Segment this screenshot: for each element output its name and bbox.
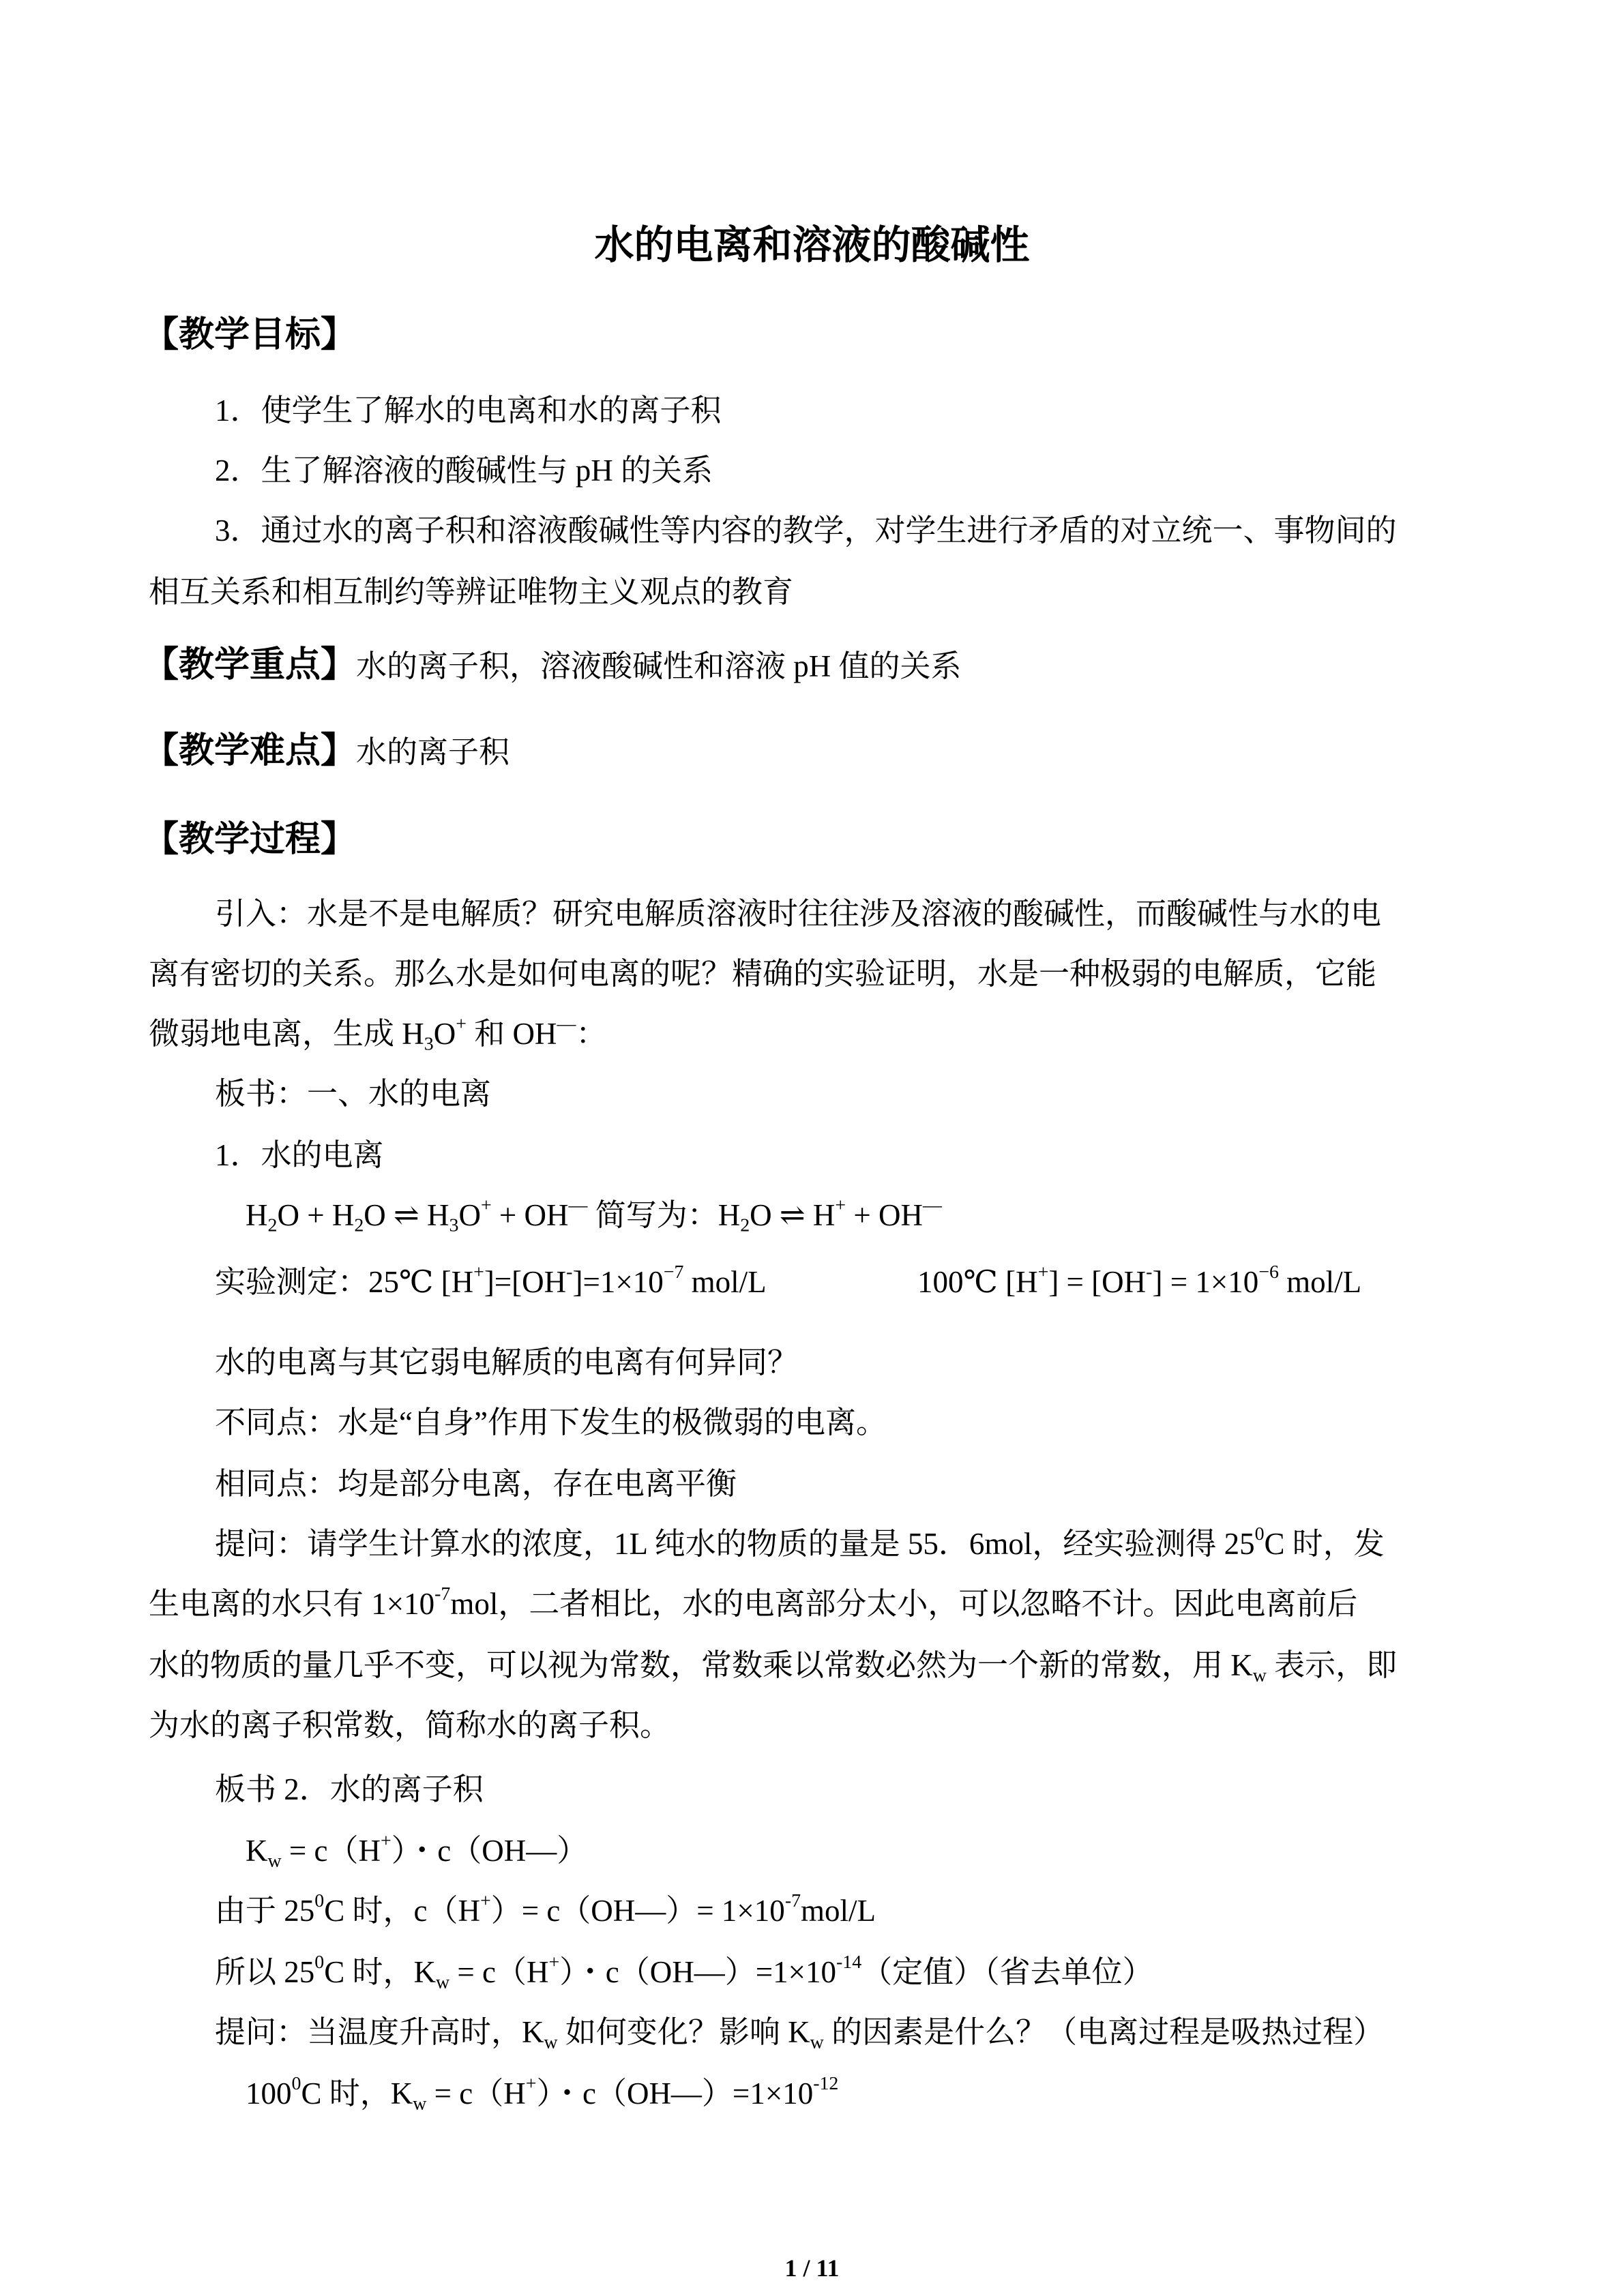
superscript: −6 <box>1258 1262 1279 1283</box>
intro-line-1: 引入：水是不是电解质？研究电解质溶液时往往涉及溶液的酸碱性，而酸碱性与水的电 <box>215 897 1382 931</box>
subscript: w <box>267 1850 282 1872</box>
page-number: 1 / 11 <box>784 2254 840 2282</box>
question-text: C 时，发 <box>1264 1527 1385 1561</box>
subscript: w <box>1252 1665 1267 1686</box>
superscript: - <box>566 1262 573 1283</box>
superscript: + <box>525 2073 537 2095</box>
superscript: 0 <box>314 1952 325 1973</box>
same-point: 相同点：均是部分电离，存在电离平衡 <box>215 1467 737 1501</box>
q2-part: 的因素是什么？（电离过程是吸热过程） <box>823 2015 1385 2049</box>
measure-part: 100℃ [H <box>917 1265 1038 1299</box>
goals-heading: 【教学目标】 <box>143 314 357 355</box>
difficulty-heading: 【教学难点】 <box>143 730 357 771</box>
ionization-equation <box>246 1195 942 1236</box>
superscript: + <box>1037 1262 1049 1283</box>
question-line-3 <box>149 1645 1397 1686</box>
since-part: mol/L <box>801 1894 876 1928</box>
superscript: -14 <box>836 1952 862 1973</box>
intro-text: ： <box>576 1017 607 1051</box>
measure-part: ] = 1×10 <box>1152 1265 1259 1299</box>
key-points-text: 水的离子积，溶液酸碱性和溶液 pH 值的关系 <box>356 649 962 683</box>
superscript: -12 <box>813 2073 839 2095</box>
eq-part: H <box>246 1198 268 1232</box>
superscript: + <box>835 1195 846 1217</box>
eq-part: O <box>458 1198 481 1232</box>
board-note-2: 板书 2．水的离子积 <box>215 1772 484 1806</box>
question-line-1 <box>215 1523 1385 1564</box>
question-text: 表示，即 <box>1266 1648 1398 1682</box>
question-line-4: 为水的离子积常数，简称水的离子积。 <box>149 1708 671 1742</box>
superscript: + <box>381 1830 392 1852</box>
since-part: 由于 25 <box>215 1894 315 1928</box>
superscript: + <box>480 1195 492 1217</box>
so-part: （定值）（省去单位） <box>861 1955 1153 1989</box>
subscript: 2 <box>354 1214 364 1236</box>
goal-item-3: 3．通过水的离子积和溶液酸碱性等内容的教学，对学生进行矛盾的对立统一、事物间的 <box>215 513 1397 548</box>
subscript: 3 <box>424 1033 434 1055</box>
q2-part: 提问：当温度升高时，K <box>215 2015 544 2049</box>
so-part: C 时，K <box>324 1955 436 1989</box>
since-line <box>215 1890 876 1931</box>
question-text: mol，二者相比，水的电离部分太小，可以忽略不计。因此电离前后 <box>450 1587 1358 1621</box>
measure-part: mol/L <box>1278 1265 1362 1299</box>
question-text: 水的物质的量几乎不变，可以视为常数，常数乘以常数必然为一个新的常数，用 K <box>149 1648 1253 1682</box>
subscript: w <box>810 2031 824 2053</box>
intro-line-2: 离有密切的关系。那么水是如何电离的呢？精确的实验证明，水是一种极弱的电解质，它能 <box>149 957 1377 991</box>
key-points-row <box>143 636 962 687</box>
subscript: 2 <box>267 1214 278 1236</box>
subscript: w <box>413 2093 427 2115</box>
measure-part: ]=1×10 <box>572 1265 664 1299</box>
difference-point: 不同点：水是“自身”作用下发生的极微弱的电离。 <box>215 1405 887 1440</box>
since-part: C 时，c（H <box>324 1894 480 1928</box>
measure-part: mol/L <box>683 1265 767 1299</box>
difficulty-text: 水的离子积 <box>356 735 510 769</box>
superscript: + <box>548 1952 560 1973</box>
measurement-line-100c <box>917 1262 1361 1302</box>
process-heading: 【教学过程】 <box>143 819 357 860</box>
superscript: — <box>557 1013 576 1035</box>
kw-part: = c（H <box>281 1834 381 1868</box>
intro-text: O <box>433 1017 456 1051</box>
intro-text: 和 OH <box>466 1017 557 1051</box>
subscript: w <box>544 2031 558 2053</box>
q2-part: 如何变化？影响 K <box>557 2015 810 2049</box>
compare-question: 水的电离与其它弱电解质的电离有何异同？ <box>215 1345 799 1380</box>
eq-part: + OH <box>491 1198 569 1232</box>
measure-part: ] = [OH <box>1048 1265 1147 1299</box>
kw-part: K <box>246 1834 268 1868</box>
superscript: -7 <box>434 1583 451 1605</box>
question-line-2 <box>149 1583 1357 1624</box>
t100-part: = c（H <box>426 2076 526 2111</box>
goal-item-1: 1．使学生了解水的电离和水的离子积 <box>215 393 722 428</box>
intro-text: 微弱地电离，生成 H <box>149 1017 424 1051</box>
superscript: 0 <box>1254 1523 1265 1545</box>
superscript: -7 <box>784 1890 801 1912</box>
question-text: 提问：请学生计算水的浓度，1L 纯水的物质的量是 55．6mol，经实验测得 25 <box>215 1527 1255 1561</box>
measure-part: 实验测定：25℃ [H <box>215 1265 474 1299</box>
t100-part: 100 <box>246 2076 292 2111</box>
t100-part: C 时，K <box>301 2076 413 2111</box>
section-water-ionization: 1．水的电离 <box>215 1138 384 1172</box>
subscript: w <box>435 1971 450 1993</box>
eq-part: O ⇌ H <box>750 1198 836 1232</box>
subscript: 3 <box>449 1214 459 1236</box>
kw-definition <box>246 1830 587 1871</box>
superscript: + <box>473 1262 484 1283</box>
so-part: ）・c（OH—）=1×10 <box>559 1955 836 1989</box>
kw-100c-line <box>246 2073 838 2114</box>
key-points-heading: 【教学重点】 <box>143 644 357 685</box>
superscript: + <box>479 1890 491 1912</box>
superscript: — <box>922 1195 942 1217</box>
therefore-line <box>215 1952 1153 1993</box>
superscript: + <box>456 1013 467 1035</box>
intro-line-3 <box>149 1013 606 1054</box>
superscript: −7 <box>663 1262 684 1283</box>
document-title: 水的电离和溶液的酸碱性 <box>594 222 1030 268</box>
so-part: 所以 25 <box>215 1955 315 1989</box>
superscript: - <box>1146 1262 1153 1283</box>
measure-part: ]=[OH <box>484 1265 567 1299</box>
kw-part: ）・c（OH—） <box>391 1834 588 1868</box>
so-part: = c（H <box>449 1955 549 1989</box>
temperature-question <box>215 2012 1384 2053</box>
goal-item-2: 2．生了解溶液的酸碱性与 pH 的关系 <box>215 453 713 488</box>
eq-part: + OH <box>846 1198 923 1232</box>
eq-part: O ⇌ H <box>364 1198 449 1232</box>
difficulty-row <box>143 721 510 773</box>
eq-part: O + H <box>277 1198 355 1232</box>
superscript: 0 <box>291 2073 301 2095</box>
t100-part: ）・c（OH—）=1×10 <box>536 2076 814 2111</box>
superscript: — <box>568 1195 588 1217</box>
measurement-line <box>215 1262 767 1302</box>
goal-item-3-cont: 相互关系和相互制约等辨证唯物主义观点的教育 <box>149 575 794 609</box>
subscript: 2 <box>740 1214 750 1236</box>
since-part: ）= c（OH—）= 1×10 <box>490 1894 785 1928</box>
eq-part: 简写为：H <box>587 1198 741 1232</box>
board-note-1: 板书：一、水的电离 <box>215 1077 492 1111</box>
superscript: 0 <box>314 1890 325 1912</box>
question-text: 生电离的水只有 1×10 <box>149 1587 435 1621</box>
